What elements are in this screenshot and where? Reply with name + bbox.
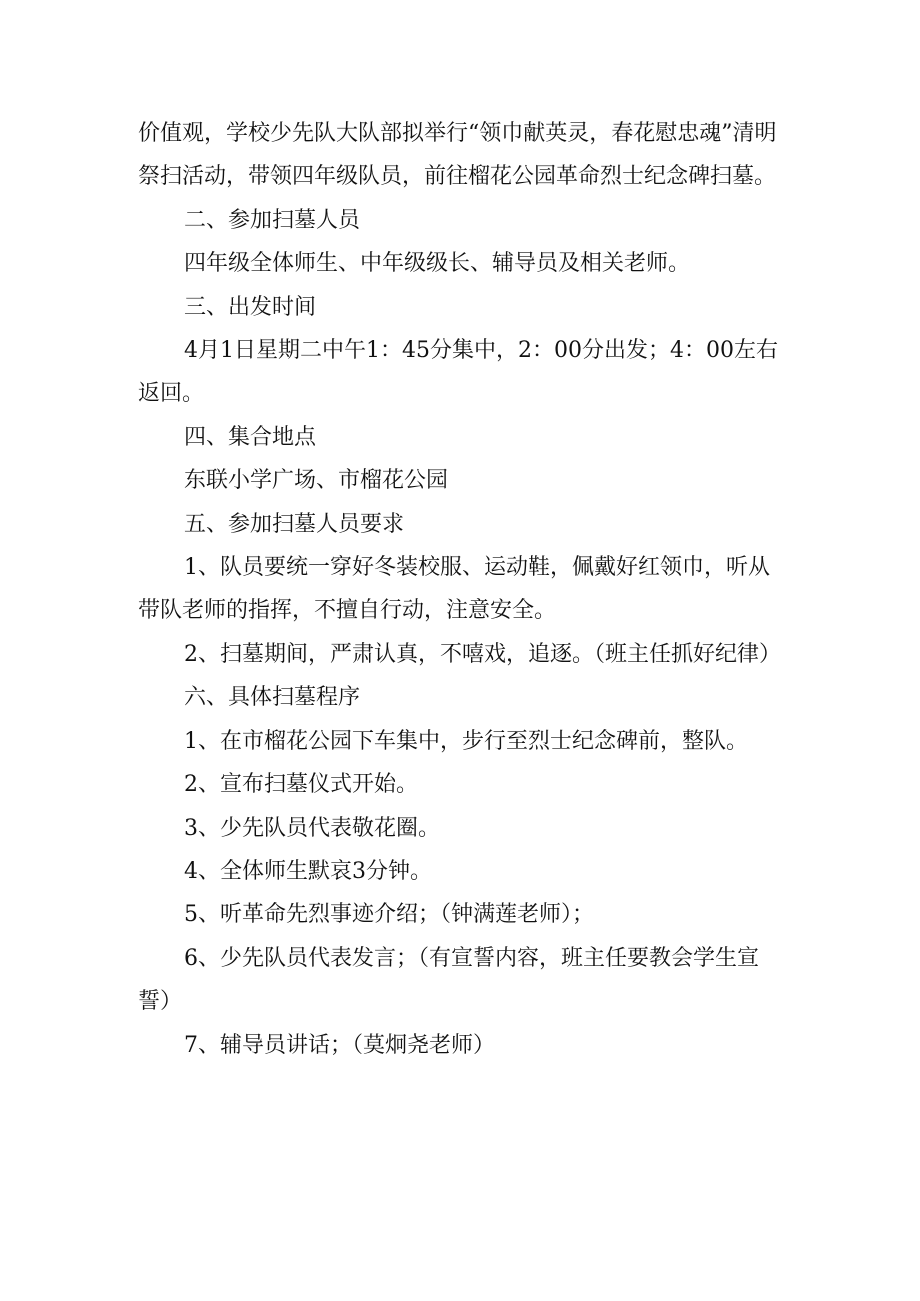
paragraph-departure-time: 4月1日星期二中午1：45分集中，2：00分出发；4：00左右返回。 xyxy=(138,338,778,407)
list-item-requirement-2: 2、扫墓期间，严肃认真，不嘻戏，追逐。（班主任抓好纪律） xyxy=(184,641,781,667)
paragraph-intro-continuation: 价值观，学校少先队大队部拟举行“领巾献英灵，春花慰忠魂”清明祭扫活动，带领四年级队员，前往榴花公园革命烈士纪念碑扫墓。 xyxy=(138,121,777,190)
section-heading-requirements: 五、参加扫墓人员要求 xyxy=(184,511,405,537)
list-item-procedure-3: 3、少先队员代表敬花圈。 xyxy=(184,815,440,841)
document-page xyxy=(138,112,788,1067)
list-item-procedure-1: 1、在市榴花公园下车集中，步行至烈士纪念碑前，整队。 xyxy=(184,728,748,754)
list-item-procedure-5: 5、听革命先烈事迹介绍；（钟满莲老师）； xyxy=(184,902,594,928)
list-item-procedure-6: 6、少先队员代表发言；（有宣誓内容，班主任要教会学生宣誓） xyxy=(138,945,759,1015)
section-heading-participants: 二、参加扫墓人员 xyxy=(184,207,361,233)
list-item-procedure-2: 2、宣布扫墓仪式开始。 xyxy=(184,772,418,798)
list-item-procedure-4: 4、全体师生默哀3分钟。 xyxy=(184,858,432,884)
list-item-requirement-1: 1、队员要统一穿好冬装校服、运动鞋，佩戴好红领巾，听从带队老师的指挥，不擅自行动，注意安全。 xyxy=(138,555,770,624)
paragraph-meeting-place: 东联小学广场、市榴花公园 xyxy=(184,468,449,494)
list-item-procedure-7: 7、辅导员讲话；（莫炯尧老师） xyxy=(184,1032,495,1058)
paragraph-participants: 四年级全体师生、中年级级长、辅导员及相关老师。 xyxy=(184,251,691,277)
section-heading-meeting-place: 四、集合地点 xyxy=(184,424,317,450)
section-heading-procedure: 六、具体扫墓程序 xyxy=(184,685,361,711)
section-heading-departure-time: 三、出发时间 xyxy=(184,294,317,320)
